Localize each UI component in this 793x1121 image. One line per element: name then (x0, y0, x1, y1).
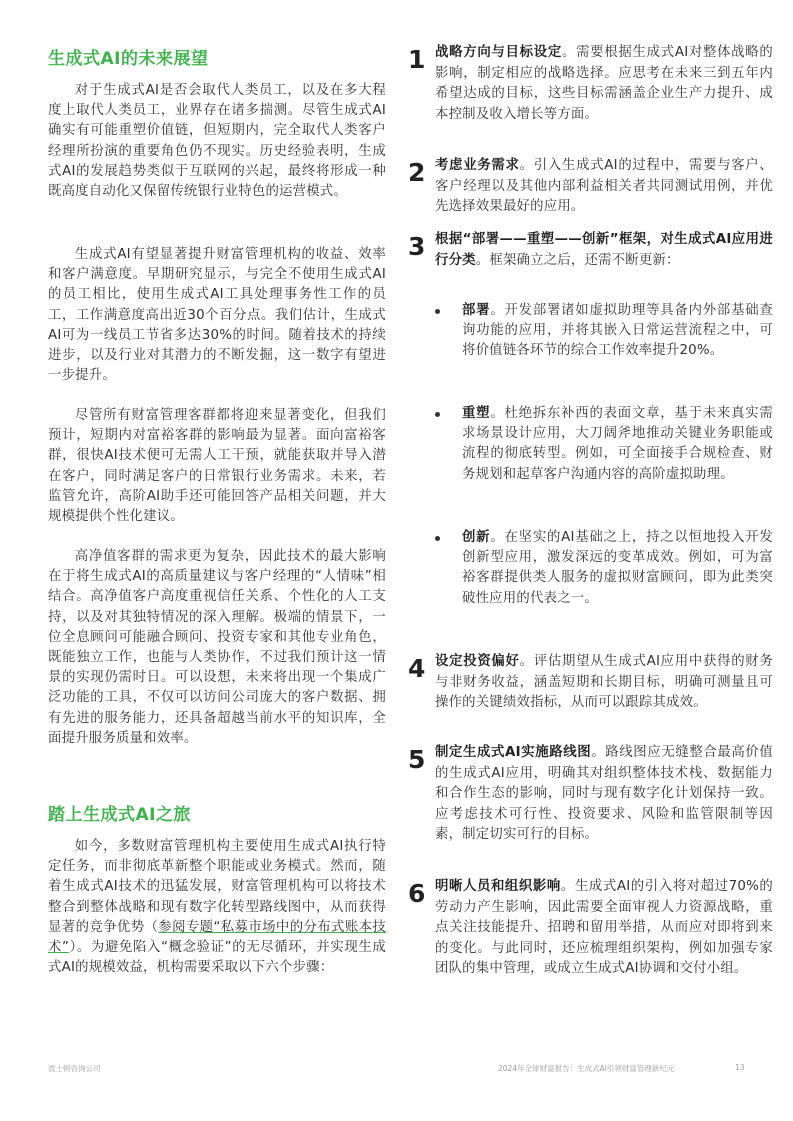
step-title: 制定生成式AI实施路线图 (435, 745, 592, 760)
bullet-title: 创新 (462, 530, 491, 545)
step-body: 。框架确立之后，还需不断更新： (475, 252, 680, 268)
step-body: 。路线图应无缝整合最高价值的生成式AI应用，明确其对组织整体技术栈、数据能力和合作生态的影响，同时与现有数字化计划保持一致。应考虑技术可行性、投资要求、风险和监管限制等因素，制定切实可行的目标。 (435, 745, 773, 842)
bullet-title: 重塑 (462, 406, 491, 421)
paragraph-journey-part-b: ）。为避免陷入“概念验证”的无尽循环，并实现生成式AI的规模效益，机构需要采取以下六个步骤： (48, 940, 386, 976)
footer-publisher: 波士顿咨询公司 (48, 1064, 101, 1073)
step-body: 。生成式AI的引入将对超过70%的劳动力产生影响，因此需要全面审视人力资源战略，重点关注技能提升、招聘和留用举措，从而应对即将到来的变化。与此同时，还应梳理组织架构，例如加强专家团队的集中管理，或成立生成式AI协调和交付小组。 (435, 879, 773, 976)
step-title: 战略方向与目标设定 (435, 45, 562, 60)
step-title: 考虑业务需求 (435, 158, 520, 173)
footer-page-number: 13 (735, 1063, 745, 1072)
bullet-body: 。开发部署诸如虚拟助理等具备内外部基础查询功能的应用，并将其嵌入日常运营流程之中，可将价值链各环节的综合工作效率提升20%。 (462, 303, 773, 359)
bullet-dot-icon (435, 309, 440, 314)
step-text (435, 652, 773, 714)
bullet-text (462, 528, 773, 609)
step-number: 5 (408, 745, 426, 774)
section-heading-outlook: 生成式AI的未来展望 (48, 49, 209, 69)
step-body: 。需要根据生成式AI对整体战略的影响，制定相应的战略选择。应思考在未来三到五年内希望达成的目标，这些目标需涵盖企业生产力提升、成本控制及收入增长等方面。 (435, 45, 773, 122)
step-text (435, 230, 773, 271)
paragraph-outlook-4: 高净值客群的需求更为复杂，因此技术的最大影响在于将生成式AI的高质量建议与客户经理的“人情味”相结合。高净值客户高度重视信任关系、个性化的人工支持，以及对其独特情况的深入理解。极端的情景下，一位全息顾问可能融合顾问、投资专家和其他专业角色，既能独立工作，也能与人类协作，不过我们预计这一情景的实现仍需时日。可以设想，未来将出现一个集成广泛功能的工具，不仅可以访问公司庞大的客户数据、拥有先进的服务能力，还具备超越当前水平的知识库，全面提升服务质量和效率。 (48, 549, 386, 746)
step-body: 。评估期望从生成式AI应用中获得的财务与非财务收益，涵盖短期和长期目标，明确可测量且可操作的关键绩效指标，从而可以跟踪其成效。 (435, 654, 773, 710)
step-number: 6 (408, 879, 426, 908)
paragraph-journey-part-a: 如今，多数财富管理机构主要使用生成式AI执行特定任务，而非彻底革新整个职能或业务模式。然而，随着生成式AI技术的迅猛发展，财富管理机构可以将技术整合到整体战略和现有数字化转型路线图中，从而获得显著的竞争优势（ (48, 839, 386, 935)
paragraph-outlook-1: 对于生成式AI是否会取代人类员工，以及在多大程度上取代人类员工，业界存在诸多揣测。尽管生成式AI确实有可能重塑价值链，但短期内，完全取代人类客户经理所扮演的重要角色仍不现实。历史经验表明，生成式AI的发展趋势类似于互联网的兴起，最终将形成一种既高度自动化又保留传统银行业特色的运营模式。 (48, 83, 386, 200)
paragraph-journey (48, 837, 386, 978)
bullet-body: 。杜绝拆东补西的表面文章，基于未来真实需求场景设计应用，大刀阔斧地推动关键业务职能或流程的彻底转型。例如，可全面接手合规检查、财务规划和起草客户沟通内容的高阶虚拟助理。 (462, 406, 773, 482)
step-text (435, 877, 773, 980)
bullet-dot-icon (435, 536, 440, 541)
step-title: 设定投资偏好 (435, 654, 520, 669)
footer-report-title: 2024年全球财富报告：生成式AI引领财富管理新纪元 (498, 1064, 675, 1073)
topic-link[interactable]: 参阅专题“私募市场中的分布式账本技术” (48, 919, 386, 956)
step-text (435, 743, 773, 846)
paragraph-outlook-2: 生成式AI有望显著提升财富管理机构的收益、效率和客户满意度。早期研究显示，与完全不使用生成式AI的员工相比，使用生成式AI工具处理事务性工作的员工，工作满意度高出近30个百分点。我们估计，生成式AI可为一线员工节省多达30%的时间。随着技术的持续进步，以及行业对其潜力的不断发掘，这一数字有望进一步提升。 (48, 247, 386, 384)
bullet-text (462, 404, 773, 485)
step-number: 4 (408, 654, 426, 683)
step-text (435, 43, 773, 125)
bullet-dot-icon (435, 412, 440, 417)
bullet-text (462, 301, 773, 362)
step-title: 明晰人员和组织影响 (435, 879, 561, 894)
section-heading-journey: 踏上生成式AI之旅 (48, 805, 191, 825)
step-title: 根据“部署——重塑——创新”框架，对生成式AI应用进行分类 (435, 232, 773, 268)
bullet-body: 。在坚实的AI基础之上，持之以恒地投入开发创新型应用，激发深远的变革成效。例如，可为富裕客群提供类人服务的虚拟财富顾问，即为此类突破性应用的代表之一。 (462, 530, 774, 606)
bullet-title: 部署 (462, 303, 491, 318)
step-text (435, 156, 773, 218)
paragraph-outlook-3: 尽管所有财富管理客群都将迎来显著变化，但我们预计，短期内对富裕客群的影响最为显著。面向富裕客群，很快AI技术便可无需人工干预，就能获取并导入潜在客户，同时满足客户的日常银行业务需求。未来，若监管允许，高阶AI助手还可能回答产品相关问题，并大规模提供个性化建议。 (48, 408, 386, 525)
step-number: 1 (408, 45, 426, 74)
step-number: 3 (408, 232, 426, 261)
step-body: 。引入生成式AI的过程中，需要与客户、客户经理以及其他内部利益相关者共同测试用例，并优先选择效果最好的应用。 (435, 158, 773, 214)
step-number: 2 (408, 158, 426, 187)
